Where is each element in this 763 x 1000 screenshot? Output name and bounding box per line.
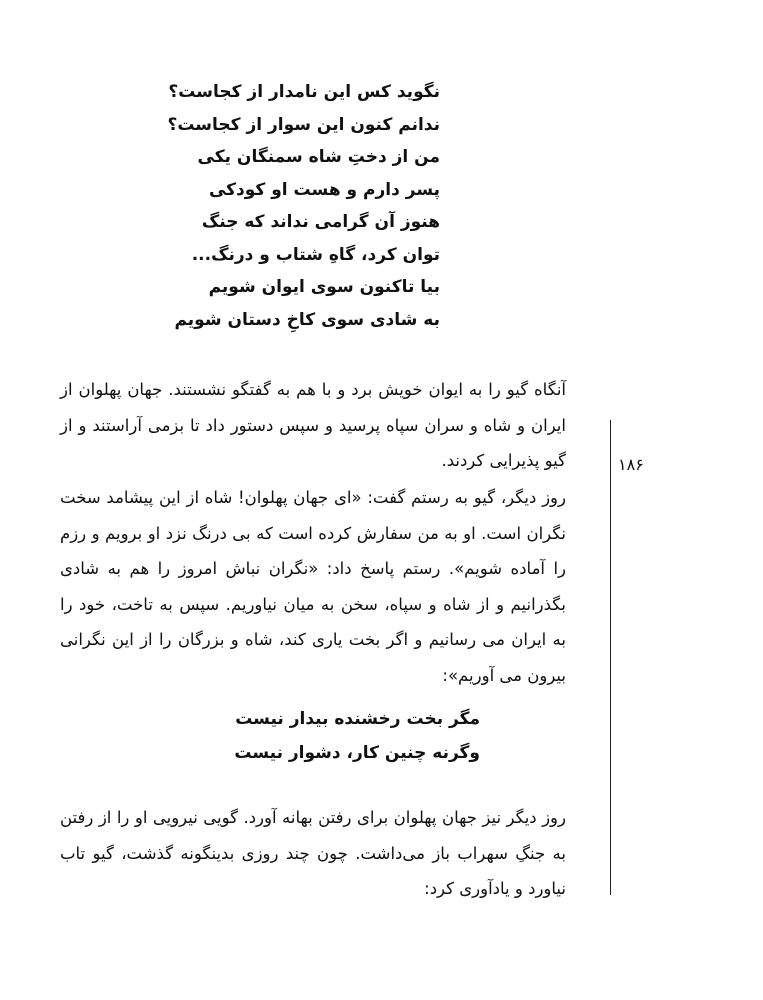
verse-block-top [160, 76, 440, 336]
verse-line: به شادی سوی کاخِ دستان شویم [174, 309, 440, 330]
verse-line: ندانم کنون این سوار از کجاست؟ [167, 114, 440, 135]
verse-line: مگر بخت رخشنده بیدار نیست [235, 709, 480, 729]
paragraph: آنگاه گیو را به ایوان خویش برد و با هم به گفتگو نشستند. جهان پهلوان از ایران و شاه و سران سپاه پرسید و سپس دستور داد تا بزمی آراستند و از گیو پذیرایی کردند. [60, 380, 566, 470]
verse-line: وگرنه چنین کار، دشوار نیست [234, 743, 480, 763]
margin-rule [610, 420, 611, 895]
verse-line: بیا تاکنون سوی ایوان شویم [208, 277, 440, 297]
verse-line: نگوید کس این نامدار از کجاست؟ [168, 82, 440, 102]
page-number: ۱۸۶ [618, 455, 644, 474]
paragraph: روز دیگر نیز جهان پهلوان برای رفتن بهانه آورد. گویی نیرویی او را از رفتن به جنگِ سهراب باز می‌داشت. چون چند روزی بدینگونه گذشت، گیو تاب نیاورد و یادآوری کرد: [60, 808, 566, 898]
verse-line: من از دختِ شاه سمنگان یکی [197, 147, 440, 167]
verse-line: هنوز آن گرامی نداند که جنگ [201, 212, 440, 232]
verse-line: پسر دارم و هست او کودکی [208, 179, 440, 200]
paragraph: روز دیگر، گیو به رستم گفت: «ای جهان پهلوان! شاه از این پیشامد سخت نگران است. او به من سفارش کرده است که بی درنگ نزد او برویم و رزم را آماده شویم». رستم پاسخ داد: «نگران نباش امروز را هم به شادی بگذرانیم و از شاه و سپاه، سخن به میان نیاوریم. سپس به تاخت، خود را به ایران می رسانیم و اگر بخت یاری کند، شاه و بزرگان را از این نگرانی بیرون می آوریم»: [60, 488, 566, 685]
verse-block-middle [234, 702, 480, 770]
verse-line: توان کرد، گاهِ شتاب و درنگ... [191, 244, 440, 265]
